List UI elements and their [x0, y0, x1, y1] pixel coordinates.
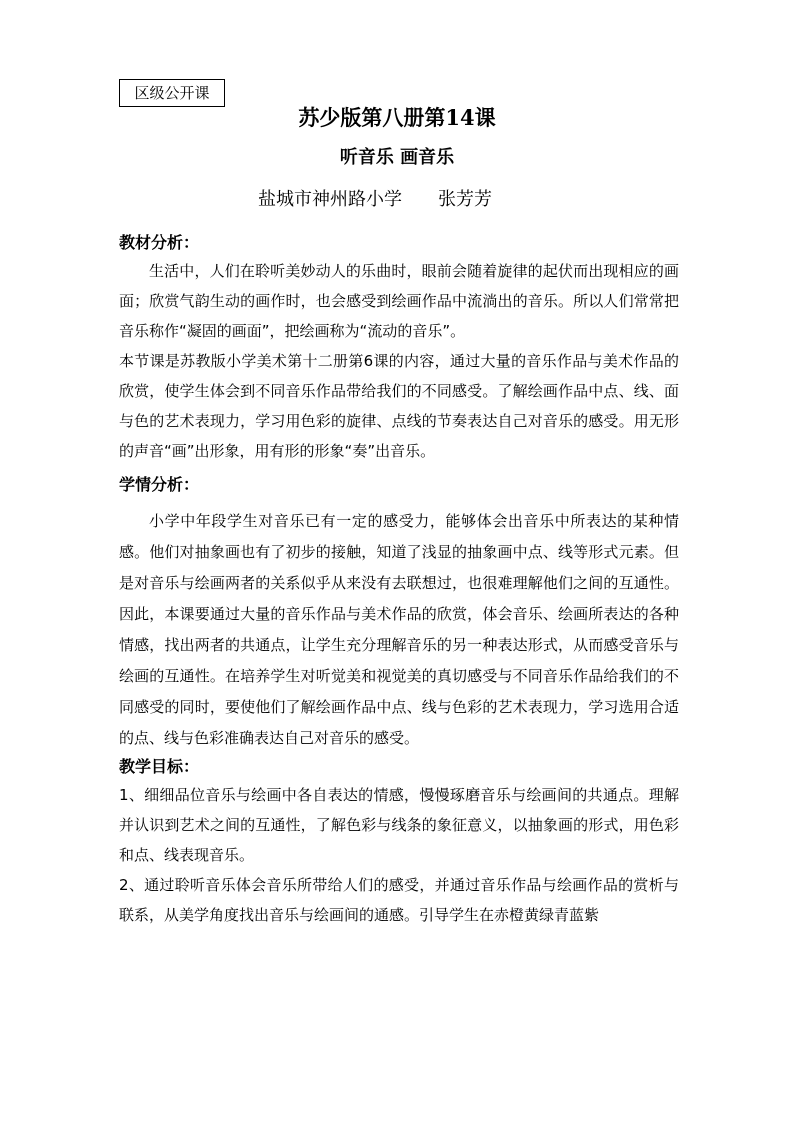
lesson-title: 苏少版第八册第14课 [298, 105, 496, 130]
teacher-name: 张芳芳 [438, 189, 492, 210]
textbook-paragraph-1: 生活中，人们在聆听美妙动人的乐曲时，眼前会随着旋律的起伏而出现相应的画面；欣赏气韵生动的画作时，也会感受到绘画作品中流淌出的音乐。所以人们常常把音乐称作“凝固的画面”，把绘画称为“流动的音乐”。 [119, 262, 679, 340]
section-heading-goals: 教学目标： [119, 757, 200, 776]
document-body [119, 230, 679, 930]
textbook-paragraph-2: 本节课是苏教版小学美术第十二册第6课的内容，通过大量的音乐作品与美术作品的欣赏，使学生体会到不同音乐作品带给我们的不同感受。了解绘画作品中点、线、面与色的艺术表现力，学习用色彩的旋律、点线的节奏表达自己对音乐的感受。用无形的声音“画”出形象，用有形的形象“奏”出音乐。 [119, 352, 679, 460]
lesson-type-tag: 区级公开课 [119, 79, 225, 107]
author-line [258, 186, 492, 214]
goal-item-1: 1、细细品位音乐与绘画中各自表达的情感，慢慢琢磨音乐与绘画间的共通点。理解并认识到艺术之间的互通性，了解色彩与线条的象征意义，以抽象画的形式，用色彩和点、线表现音乐。 [119, 786, 679, 864]
lesson-subtitle: 听音乐 画音乐 [339, 147, 455, 168]
students-paragraph-1: 小学中年段学生对音乐已有一定的感受力，能够体会出音乐中所表达的某种情感。他们对抽象画也有了初步的接触，知道了浅显的抽象画中点、线等形式元素。但是对音乐与绘画两者的关系似乎从来没有去联想过，也很难理解他们之间的互通性。因此，本课要通过大量的音乐作品与美术作品的欣赏，体会音乐、绘画所表达的各种情感，找出两者的共通点，让学生充分理解音乐的另一种表达形式，从而感受音乐与绘画的互通性。在培养学生对听觉美和视觉美的真切感受与不同音乐作品给我们的不同感受的同时，要使他们了解绘画作品中点、线与色彩的艺术表现力，学习选用合适的点、线与色彩准确表达自己对音乐的感受。 [119, 512, 679, 747]
section-heading-textbook: 教材分析： [119, 233, 200, 252]
goal-item-2: 2、通过聆听音乐体会音乐所带给人们的感受，并通过音乐作品与绘画作品的赏析与联系，从美学角度找出音乐与绘画间的通感。引导学生在赤橙黄绿青蓝紫 [119, 876, 679, 924]
school-name: 盐城市神州路小学 [258, 189, 402, 210]
section-heading-students: 学情分析： [119, 475, 200, 494]
